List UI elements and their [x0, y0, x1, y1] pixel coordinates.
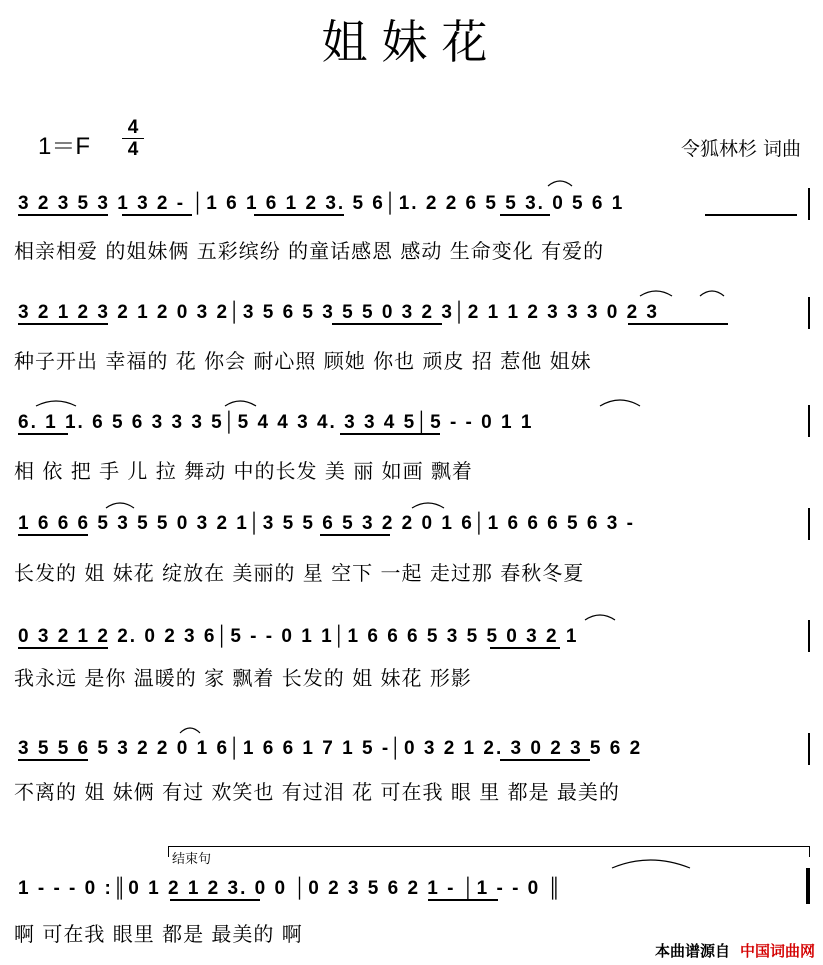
slur — [412, 503, 444, 508]
slur — [548, 181, 572, 186]
song-title: 姐妹花 — [321, 15, 502, 69]
slur — [612, 860, 690, 868]
lyric-line-7: 啊 可在我 眼里 都是 最美的 啊 — [14, 922, 303, 946]
slur — [700, 291, 724, 296]
key-signature: 1＝F — [38, 133, 91, 160]
notation-line-1: 3 2 3 5 3 1 3 2 - │1 6 1 6 1 2 3. 5 6│1. 2 2 6 5 5 3. 0 5 6 1 — [18, 193, 625, 214]
notation-line-5: 0 3 2 1 2 2. 0 2 3 6│5 - - 0 1 1│1 6 6 6 5 3 5 5 0 3 2 1 — [18, 626, 579, 647]
source-footer — [655, 940, 815, 961]
slur — [225, 401, 256, 406]
lyric-line-6: 不离的 姐 妹俩 有过 欢笑也 有过泪 花 可在我 眼 里 都是 最美的 — [14, 780, 620, 804]
notation-line-4: 1 6 6 6 5 3 5 5 0 3 2 1│3 5 5 6 5 3 2 2 0 1 6│1 6 6 6 5 6 3 - — [18, 513, 635, 534]
slur — [180, 728, 200, 733]
ending-label: 结束句 — [172, 852, 212, 867]
footer-source: 本曲谱源自 — [654, 942, 730, 960]
notation-line-2: 3 2 1 2 3 2 1 2 0 3 2│3 5 6 5 3 5 5 0 3 2 3│2 1 1 2 3 3 3 0 2 3 — [18, 302, 659, 323]
slur — [36, 401, 76, 406]
lyric-line-2: 种子开出 幸福的 花 你会 耐心照 顾她 你也 顽皮 招 惹他 姐妹 — [14, 349, 592, 373]
footer-site-link[interactable]: 中国词曲网 — [739, 942, 815, 960]
notation-line-7: 1 - - - 0 :║0 1 2 1 2 3. 0 0 │0 2 3 5 6 2 1 - │1 - - 0 ║ — [18, 878, 563, 899]
notation-line-6: 3 5 5 6 5 3 2 2 0 1 6│1 6 6 1 7 1 5 -│0 3 2 1 2. 3 0 2 3 5 6 2 — [18, 738, 643, 759]
slur — [106, 503, 134, 508]
slur — [640, 291, 672, 296]
lyric-line-3: 相 依 把 手 儿 拉 舞动 中的长发 美 丽 如画 飘着 — [14, 459, 473, 483]
author-credit: 令狐林杉 词曲 — [680, 138, 801, 160]
slur — [600, 400, 640, 406]
time-signature-bottom: 4 — [127, 139, 139, 160]
lyric-line-5: 我永远 是你 温暖的 家 飘着 长发的 姐 妹花 形影 — [14, 666, 472, 690]
lyric-line-1: 相亲相爱 的姐妹俩 五彩缤纷 的童话感恩 感动 生命变化 有爱的 — [14, 239, 605, 263]
slur — [585, 615, 615, 620]
time-signature-top: 4 — [127, 117, 139, 138]
notation-line-3: 6. 1 1. 6 5 6 3 3 3 5│5 4 4 3 4. 3 3 4 5│5 - - 0 1 1 — [18, 412, 534, 433]
lyric-line-4: 长发的 姐 妹花 绽放在 美丽的 星 空下 一起 走过那 春秋冬夏 — [14, 561, 585, 585]
